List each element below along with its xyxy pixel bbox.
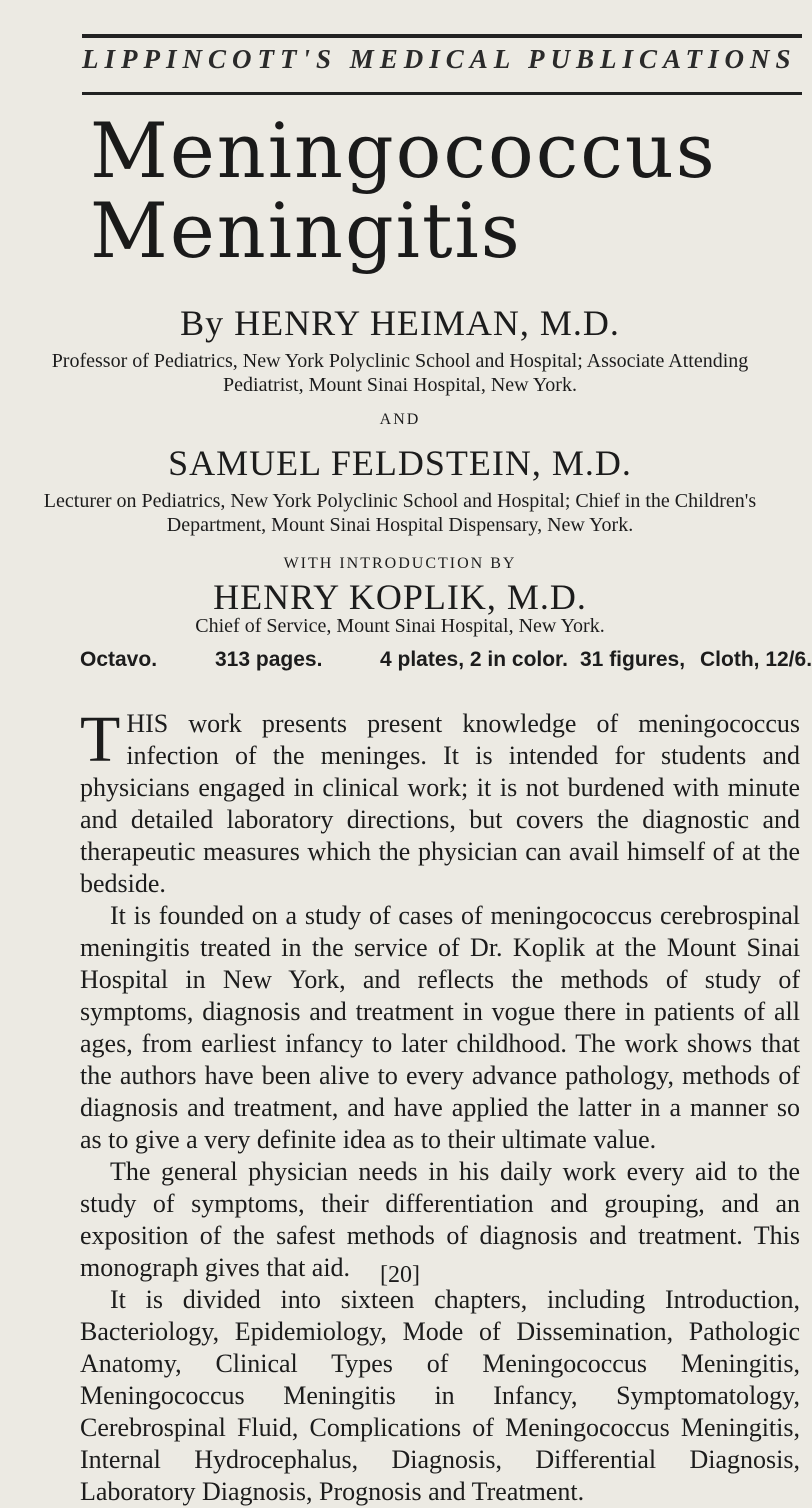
drop-cap: T <box>80 703 121 776</box>
paragraph-2: It is founded on a study of cases of meningococcus cerebrospinal meningitis treated in the service of Dr. Koplik at the Mount Sinai Hospital in New York, and reflects the methods of study of symptoms, diagnosis and treatment in vogue there in patients of all ages, from earliest infancy to later childhood. The work shows that the authors have been alive to every advance pathology, methods of diagnosis and treatment, and have applied the latter in a manner so as to give a very definite idea as to their ultimate value. <box>80 901 800 1154</box>
book-title-line1: Meningococcus <box>90 106 717 195</box>
author1-affiliation: Professor of Pediatrics, New York Polyclinic School and Hospital; Associate Attending Pediatrist, Mount Sinai Hospital, New York. <box>51 350 749 396</box>
introduction-by: WITH INTRODUCTION BY <box>283 555 517 572</box>
paragraph-1: THIS work presents present knowledge of meningococcus infection of the meninges. It is intended for students and physicians engaged in clinical work; it is not burdened with minute and detailed laboratory directions, but covers the diagnostic and therapeutic measures which the physician can avail himself of at the bedside. <box>80 703 800 898</box>
page-number: [20] <box>380 1262 420 1288</box>
book-title-line2: Meningitis <box>90 186 522 275</box>
header-rule-bottom <box>82 92 802 95</box>
spec-figures: 31 figures, <box>580 648 686 671</box>
spec-plates: 4 plates, 2 in color. <box>380 648 568 671</box>
spec-format: Octavo. <box>80 648 158 671</box>
author2-name: SAMUEL FELDSTEIN, M.D. <box>168 443 632 483</box>
and-separator: AND <box>379 411 421 428</box>
publisher-header: LIPPINCOTT'S MEDICAL PUBLICATIONS <box>82 44 797 74</box>
author1-name: By HENRY HEIMAN, M.D. <box>180 303 620 343</box>
paragraph-3: The general physician needs in his daily work every aid to the study of symptoms, their differentiation and grouping, and an exposition of the safest methods of diagnosis and treatment. This monograph gives that aid. <box>80 1157 800 1282</box>
paragraph-4: It is divided into sixteen chapters, including Introduction, Bacteriology, Epidemiology, Mode of Dissemination, Pathologic Anatomy, Clinical Types of Meningococcus Meningitis, Meningococcus Meningitis in Infancy, Symptomatology, Cerebrospinal Fluid, Complications of Meningococcus Meningitis, Internal Hydrocephalus, Diagnosis, Differential Diagnosis, Laboratory Diagnosis, Prognosis and Treatment. <box>80 1285 800 1506</box>
author3-affiliation: Chief of Service, Mount Sinai Hospital, New York. <box>195 615 605 637</box>
header-rule-top <box>82 34 802 38</box>
author3-name: HENRY KOPLIK, M.D. <box>213 577 587 617</box>
description <box>80 703 800 1508</box>
spec-pages: 313 pages. <box>215 648 323 671</box>
author2-affiliation: Lecturer on Pediatrics, New York Polyclinic School and Hospital; Chief in the Children's Department, Mount Sinai Hospital Dispensary, New York. <box>43 490 757 536</box>
book-specs <box>80 648 812 678</box>
spec-binding: Cloth, 12/6. <box>700 648 812 671</box>
